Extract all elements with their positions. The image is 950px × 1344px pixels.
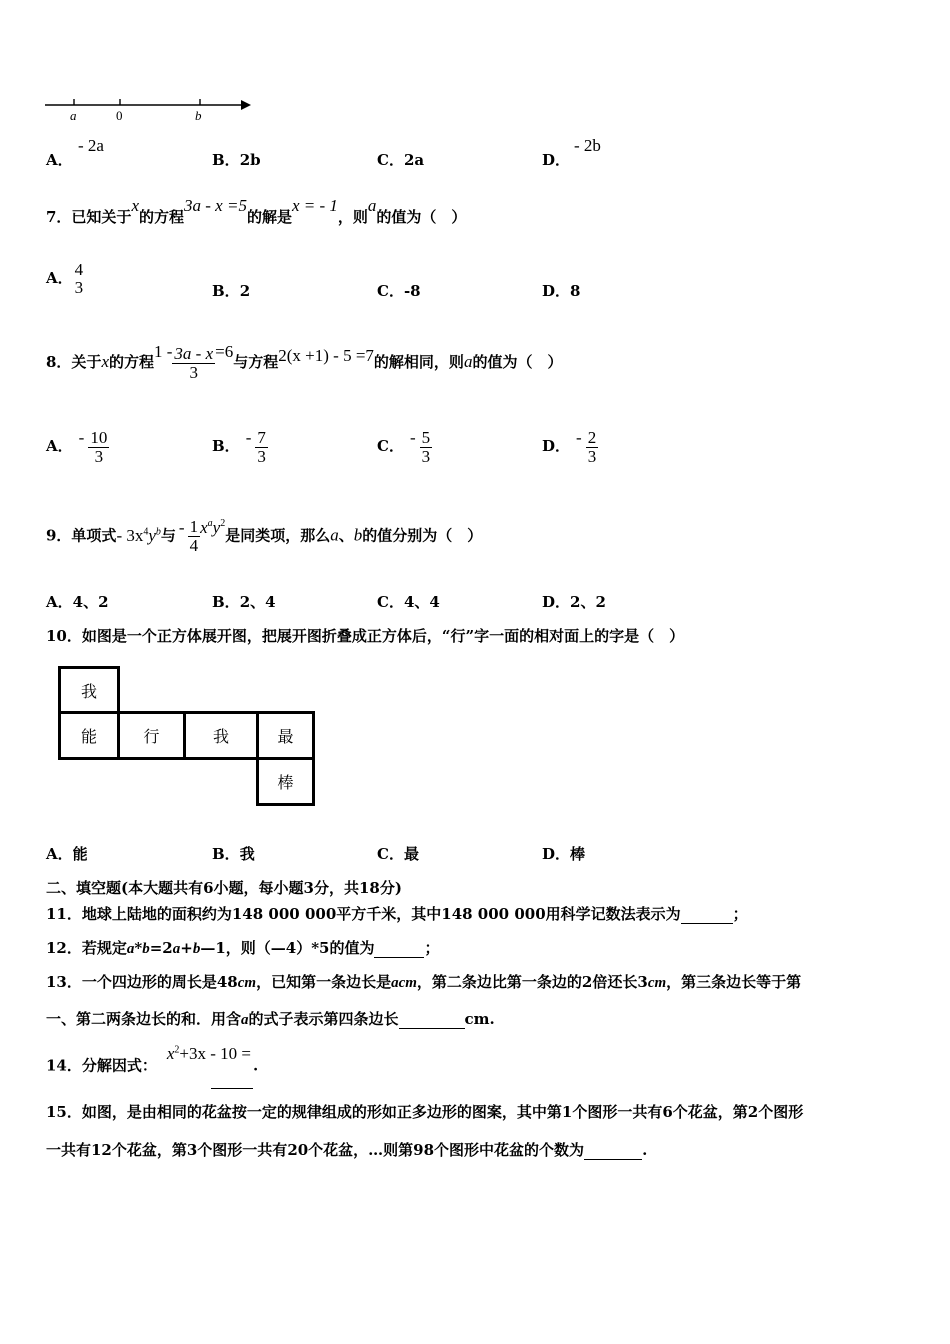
q7-stem: 7．已知关于x的方程3a - x =5的解是x = - 1，则a的值为（ ） (46, 196, 467, 226)
q9-monomial-1: - $3x^4y^b$ (116, 525, 161, 545)
q8-option-b-fraction: $\frac{7}{3}$ (257, 427, 266, 466)
q9-stem: 9．单项式- $3x^4y^b$与 - $\frac{1}{4}$ $x^ay^2$是同类项，那么a、b的值分别为（ ） (46, 517, 483, 556)
q10-option-d[interactable]: D．棒 (542, 845, 586, 863)
q7-option-b[interactable]: B．2 (212, 282, 251, 300)
q10-option-a[interactable]: A．能 (46, 845, 88, 863)
q10-option-b[interactable]: B．我 (212, 845, 255, 863)
q6-option-b-letter: B． (212, 151, 240, 169)
number-line-arrow (241, 100, 251, 110)
q14: 14．分解因式：$x^2+3x - 10$ = . (46, 1040, 258, 1089)
q15-answer-blank[interactable] (584, 1141, 642, 1160)
q7-option-a[interactable] (46, 256, 85, 300)
q6-option-c-letter: C． (377, 151, 404, 169)
label-zero: 0 (116, 108, 123, 123)
q11: 11．地球上陆地的面积约为148 000 000平方千米，其中148 000 000用科学记数法表示为 ； (46, 905, 748, 923)
q9-option-c[interactable]: C．4、4 (377, 593, 440, 611)
net-cell-bottom: 棒 (256, 757, 315, 806)
q9-option-d[interactable]: D．2、2 (542, 593, 606, 611)
net-cell-row-4: 最 (256, 711, 315, 760)
q9-option-a[interactable]: A．4、2 (46, 593, 109, 611)
net-cell-row-1: 能 (58, 711, 120, 760)
q8-stem: 8．关于x的方程1 - $\frac{3a - x}{3}$ =6与方程2(x +1) - 5 =7的解相同，则a的值为（ ） (46, 342, 563, 382)
q6-option-d-letter: D． (542, 151, 571, 169)
q8-eq1-lead: 1 - (154, 342, 173, 361)
label-b: b (195, 108, 202, 123)
label-a: a (70, 108, 77, 123)
q13-line-2: 一、第二两条边长的和．用含a的式子表示第四条边长 cm. (46, 1010, 495, 1028)
q8-eq2: 2(x +1) - 5 =7 (278, 346, 374, 365)
section-2-heading: 二、填空题(本大题共有6小题，每小题3分，共18分) (46, 879, 402, 897)
q9-option-b[interactable]: B．2、4 (212, 593, 276, 611)
q8-option-a-fraction: $\frac{10}{3}$ (90, 427, 108, 466)
q8-option-c-fraction: $\frac{5}{3}$ (421, 427, 431, 466)
q13-line-1: 13．一个四边形的周长是48cm，已知第一条边长是acm，第二条边比第一条边的2倍还长3cm，第三条边长等于第 (46, 973, 802, 991)
q10-option-c[interactable]: C．最 (377, 845, 419, 863)
q7-option-d[interactable]: D．8 (542, 282, 581, 300)
net-cell-top: 我 (58, 666, 120, 714)
q7-option-a-letter: A． (46, 269, 73, 287)
q7-var-x: x (131, 196, 139, 215)
number-line (40, 92, 260, 126)
q9-monomial-2: - $\frac{1}{4}$ $x^ay^2$ (178, 517, 226, 556)
q8-option-b[interactable]: B． - $\frac{7}{3}$ (212, 427, 266, 466)
q12: 12．若规定a*b=2a+b—1，则（—4）*5的值为 ； (46, 939, 440, 957)
q8-option-c[interactable]: C． - $\frac{5}{3}$ (377, 427, 431, 466)
q6-option-c-value: 2a (403, 151, 425, 169)
q6-option-a-letter: A． (46, 151, 73, 169)
q8-option-d[interactable]: D． - $\frac{2}{3}$ (542, 427, 597, 466)
q10-stem: 10．如图是一个正方体展开图，把展开图折叠成正方体后，“行”字一面的相对面上的字是（ ） (46, 627, 685, 645)
q6-option-a[interactable] (46, 149, 73, 170)
q6-option-d-value: - 2b (574, 136, 601, 155)
q6-option-b[interactable] (212, 149, 261, 170)
q13-answer-blank[interactable] (399, 1010, 465, 1029)
q8-option-a[interactable]: A． - $\frac{10}{3}$ (46, 427, 108, 466)
q15-line-1: 15．如图，是由相同的花盆按一定的规律组成的形如正多边形的图案，其中第1个图形一共有6个花盆，第2个图形 (46, 1103, 804, 1121)
q6-option-d[interactable] (542, 149, 570, 170)
q7-var-a: a (367, 196, 377, 215)
q14-expression: $x^2+3x - 10$ = (166, 1043, 252, 1063)
q8-option-d-fraction: $\frac{2}{3}$ (587, 427, 597, 466)
q15-line-2: 一共有12个花盆，第3个图形一共有20个花盆，…则第98个图形中花盆的个数为 . (46, 1141, 648, 1159)
q11-answer-blank[interactable] (681, 905, 733, 924)
q7-option-a-fraction: 4 3 (74, 260, 84, 297)
q8-eq1-tail: =6 (215, 342, 234, 361)
q7-option-c[interactable]: C．-8 (377, 282, 421, 300)
net-cell-row-2: 行 (117, 711, 186, 760)
q6-option-a-value: - 2a (78, 136, 104, 155)
q7-solution: x = - 1 (291, 196, 338, 215)
q7-equation: 3a - x =5 (184, 196, 247, 215)
net-cell-row-3: 我 (183, 711, 259, 760)
q6-option-c[interactable] (377, 149, 424, 170)
q12-answer-blank[interactable] (374, 939, 424, 958)
q8-eq1-fraction: $\frac{3a - x}{3}$ (174, 343, 214, 382)
q6-option-b-value: 2b (239, 151, 261, 169)
